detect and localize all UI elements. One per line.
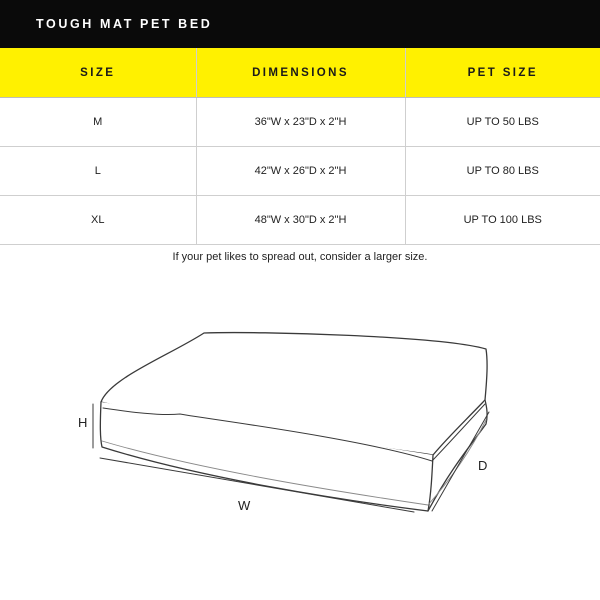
column-header-pet-size: PET SIZE: [405, 48, 600, 98]
column-header-dimensions: DIMENSIONS: [196, 48, 405, 98]
size-chart-table: [0, 48, 600, 245]
cell-size: M: [0, 98, 196, 147]
table-row: [0, 147, 600, 196]
height-label: H: [78, 415, 88, 430]
cell-pet-size: UP TO 50 LBS: [405, 98, 600, 147]
page-title: TOUGH MAT PET BED: [36, 17, 213, 31]
depth-label: D: [478, 458, 488, 473]
width-label: W: [238, 498, 251, 513]
title-bar: [0, 0, 600, 48]
bed-dimension-diagram: [0, 300, 600, 530]
size-note: If your pet likes to spread out, consider a larger size.: [172, 251, 428, 263]
table-header-row: [0, 48, 600, 98]
cell-pet-size: UP TO 80 LBS: [405, 147, 600, 196]
cell-dimensions: 48"W x 30"D x 2"H: [196, 196, 405, 245]
column-header-size: SIZE: [0, 48, 196, 98]
cell-size: L: [0, 147, 196, 196]
cell-dimensions: 42"W x 26"D x 2"H: [196, 147, 405, 196]
table-row: [0, 196, 600, 245]
cell-size: XL: [0, 196, 196, 245]
table-row: [0, 98, 600, 147]
cell-pet-size: UP TO 100 LBS: [405, 196, 600, 245]
cell-dimensions: 36"W x 23"D x 2"H: [196, 98, 405, 147]
